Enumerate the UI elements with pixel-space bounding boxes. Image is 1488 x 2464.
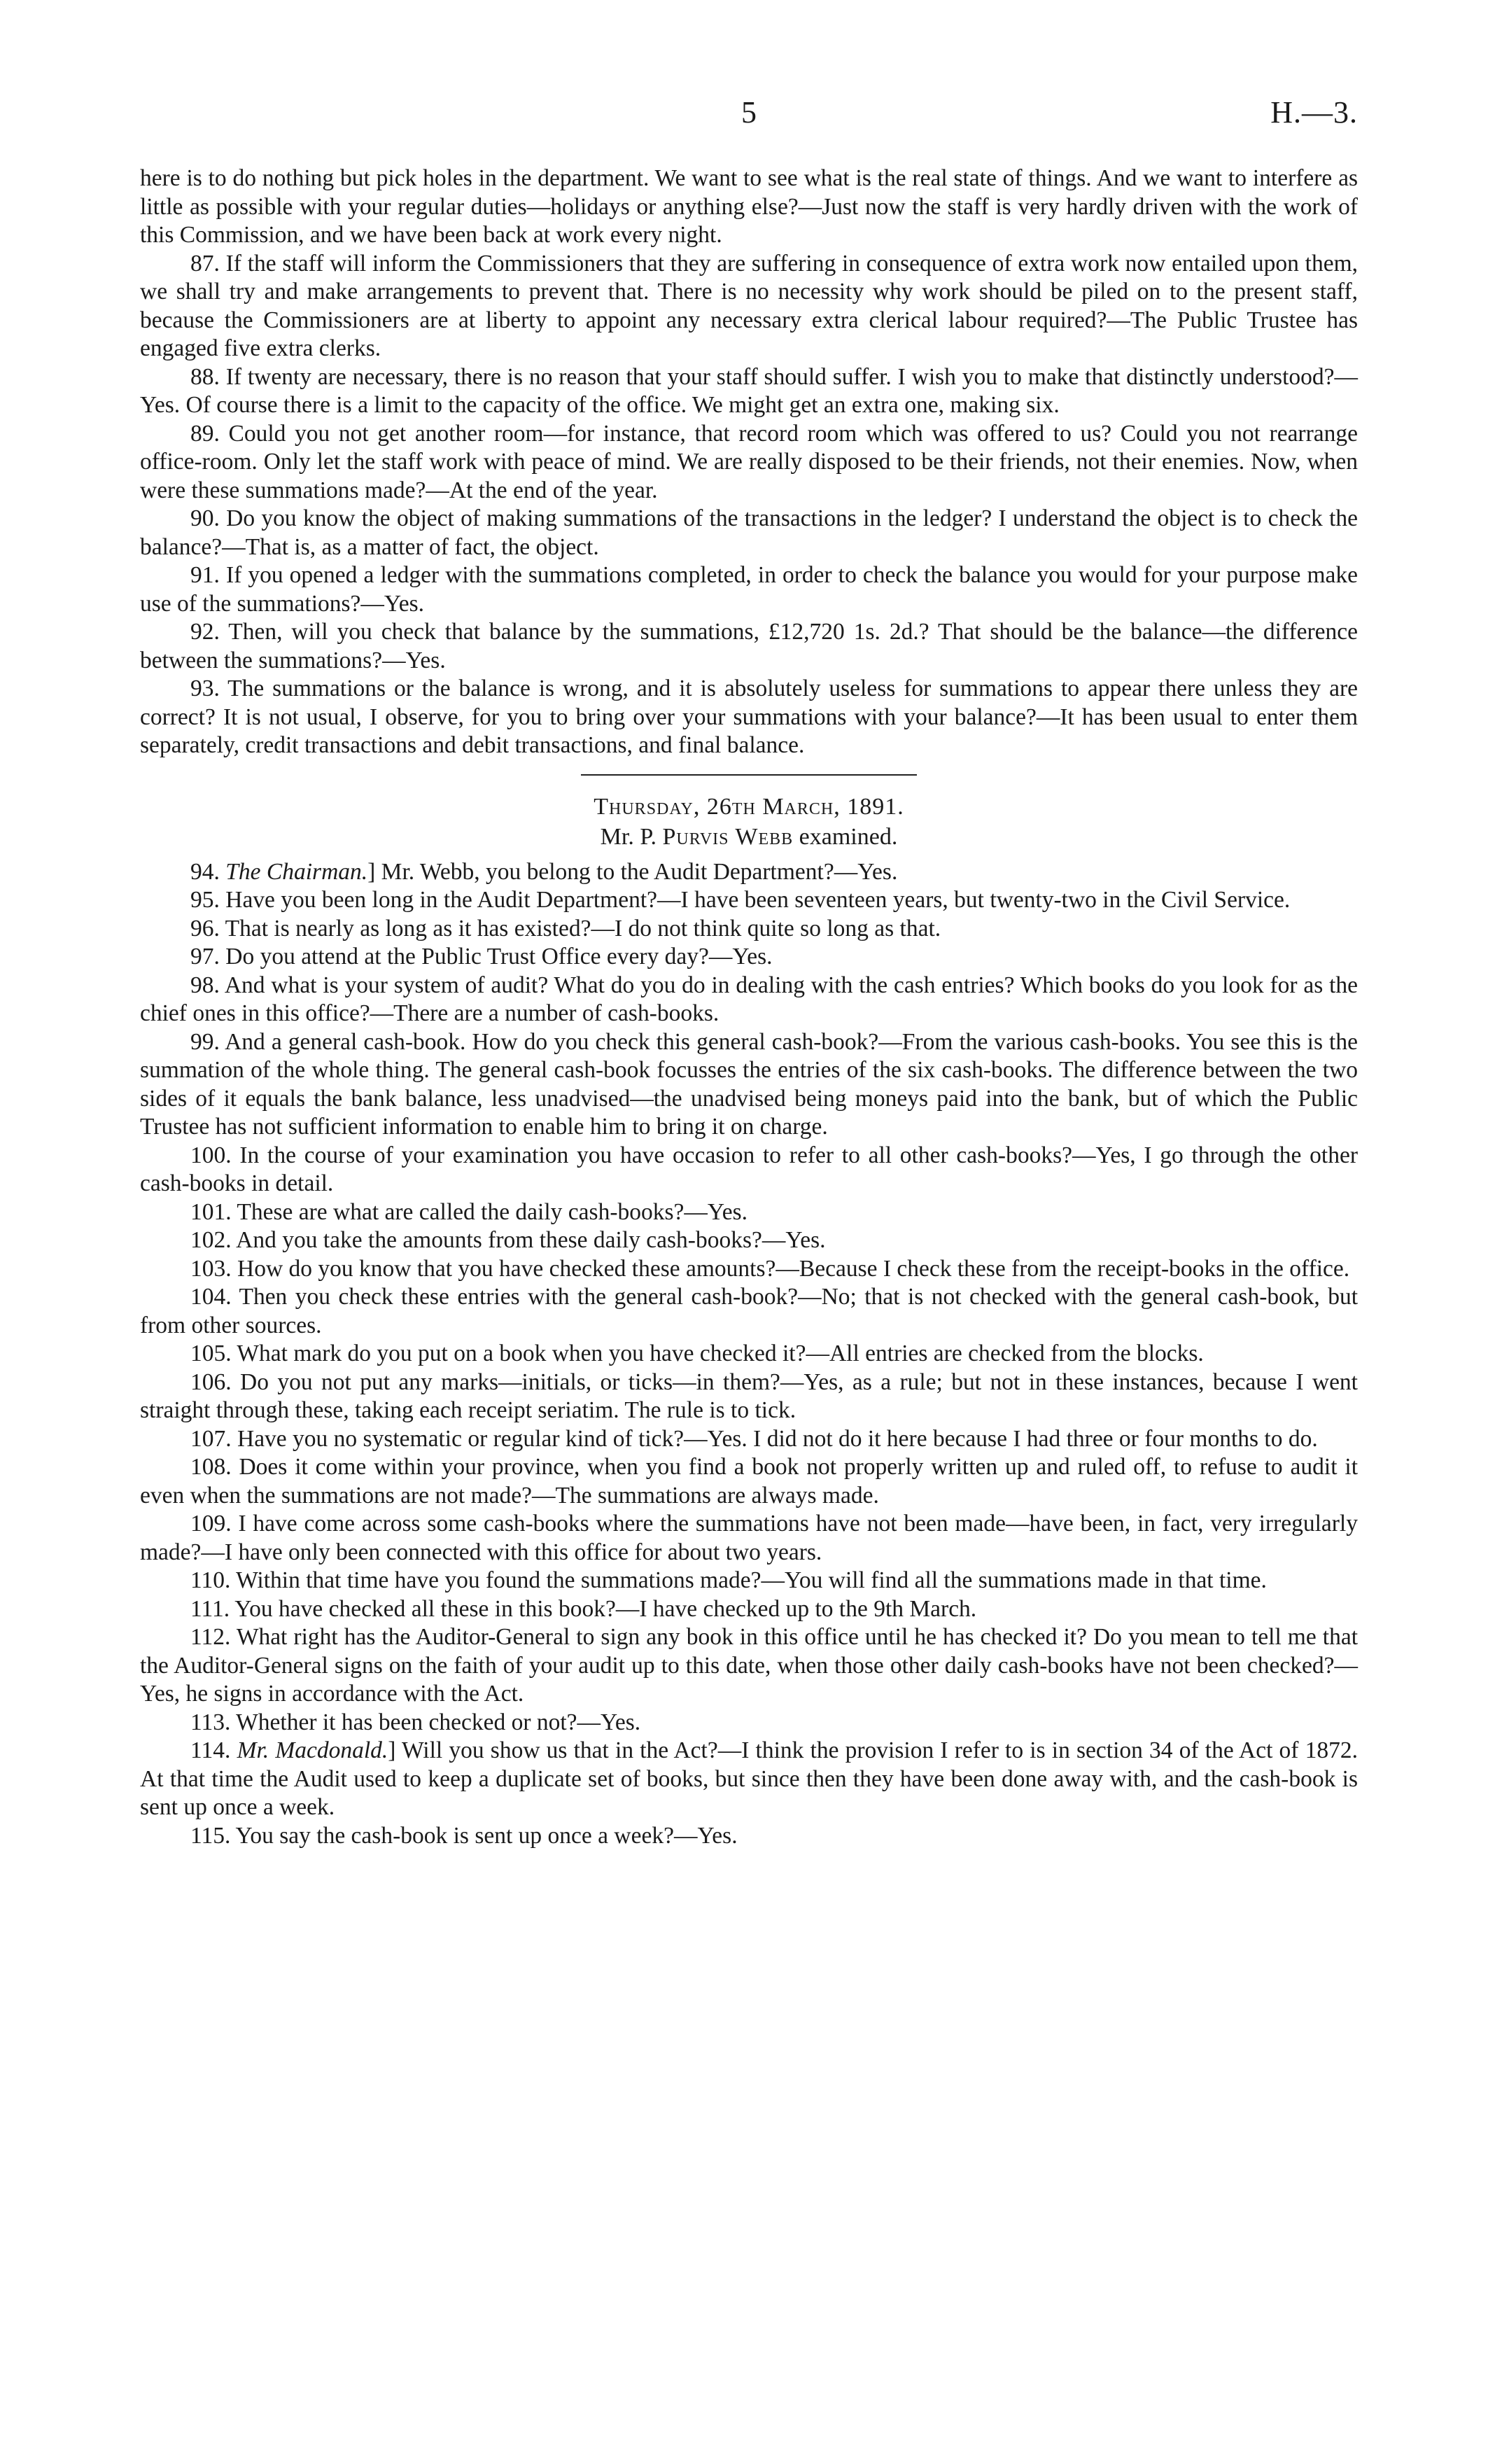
witness-name: Purvis Webb bbox=[662, 823, 794, 850]
paragraph-q94 bbox=[140, 858, 1358, 887]
paragraph-q93: 93. The summations or the balance is wrong, and it is absolutely useless for summations to appear there unless they are correct? It is not usual, I observe, for you to bring over your summations with your balance?—It has been usual to enter them separately, credit transactions and debit transactions, and final balance. bbox=[140, 676, 1358, 758]
question-text: ] Will you show us that in the Act?—I think the provision I refer to is in section 34 of the Act of 1872. At that time the Audit used to keep a duplicate set of books, but since then they have been done away with, and the cash-book is sent up once a week. bbox=[140, 1737, 1359, 1820]
paragraph-q102: 102. And you take the amounts from these daily cash-books?—Yes. bbox=[190, 1227, 826, 1253]
paragraph-q104: 104. Then you check these entries with the general cash-book?—No; that is not checked with the general cash-book, but from other sources. bbox=[140, 1284, 1358, 1338]
paragraph-q88: 88. If twenty are necessary, there is no reason that your staff should suffer. I wish you to make that distinctly understood?—Yes. Of course there is a limit to the capacity of the office. We might get an extra one, making six. bbox=[140, 363, 1358, 418]
paragraph-q100: 100. In the course of your examination you have occasion to refer to all other cash-books?—Yes, I go through the other cash-books in detail. bbox=[140, 1142, 1358, 1196]
paragraph-q112: 112. What right has the Auditor-General to sign any book in this office until he has checked it? Do you mean to tell me that the Auditor-General signs on the faith of your audit up to this date, when those other daily cash-books have not been checked?—Yes, he signs in accordance with the Act. bbox=[140, 1624, 1358, 1707]
witness-heading bbox=[140, 822, 1358, 853]
paragraph-q99: 99. And a general cash-book. How do you check this general cash-book?—From the various cash-books. You see this is the summation of the whole thing. The general cash-book focusses the entries of the six cash-books. The difference between the two sides of it equals the bank balance, less unadvised—the unadvised being moneys paid into the bank, but of which the Public Trustee has not sufficient information to enable him to bring it on charge. bbox=[140, 1028, 1358, 1140]
speaker-name: The Chairman. bbox=[225, 858, 368, 885]
paragraph-q90: 90. Do you know the object of making summations of the transactions in the ledger? I understand the object is to check the balance?—That is, as a matter of fact, the object. bbox=[140, 505, 1358, 560]
paragraph-q114 bbox=[140, 1737, 1358, 1822]
date-heading: Thursday, 26th March, 1891. bbox=[594, 793, 904, 820]
paragraph-q113: 113. Whether it has been checked or not?—Yes. bbox=[190, 1709, 641, 1735]
paragraph-q91: 91. If you opened a ledger with the summations completed, in order to check the balance you would for your purpose make use of the summations?—Yes. bbox=[140, 562, 1358, 617]
document-page bbox=[140, 94, 1358, 1850]
paragraph-q89: 89. Could you not get another room—for instance, that record room which was offered to us? Could you not rearrange office-room. Only let the staff work with peace of mind. We are really disposed to be their friends, not their enemies. Now, when were these summations made?—At the end of the year. bbox=[140, 420, 1358, 503]
question-text: ] Mr. Webb, you belong to the Audit Department?—Yes. bbox=[367, 858, 898, 885]
document-reference: H.—3. bbox=[1270, 95, 1358, 130]
paragraph-q103: 103. How do you know that you have checked these amounts?—Because I check these from the receipt-books in the office. bbox=[190, 1255, 1350, 1282]
paragraph-q96: 96. That is nearly as long as it has existed?—I do not think quite so long as that. bbox=[190, 915, 941, 941]
paragraph-q97: 97. Do you attend at the Public Trust Office every day?—Yes. bbox=[190, 944, 773, 969]
paragraph-q98: 98. And what is your system of audit? What do you do in dealing with the cash entries? Which books do you look for as the chief ones in this office?—There are a number of cash-books. bbox=[140, 972, 1358, 1026]
paragraph-q106: 106. Do you not put any marks—initials, or ticks—in them?—Yes, as a rule; but not in these instances, because I went straight through these, taking each receipt seriatim. The rule is to tick. bbox=[140, 1368, 1358, 1423]
paragraph-q109: 109. I have come across some cash-books where the summations have not been made—have been, in fact, very irregularly made?—I have only been connected with this office for about two years. bbox=[140, 1511, 1358, 1565]
page-header bbox=[140, 94, 1358, 136]
section-divider bbox=[581, 774, 917, 776]
witness-suffix: examined. bbox=[793, 823, 898, 850]
paragraph-q105: 105. What mark do you put on a book when you have checked it?—All entries are checked from the blocks. bbox=[190, 1340, 1204, 1366]
paragraph-q110: 110. Within that time have you found the summations made?—You will find all the summations made in that time. bbox=[190, 1567, 1267, 1593]
witness-prefix: Mr. P. bbox=[600, 823, 663, 850]
question-number: 114. bbox=[190, 1737, 231, 1763]
paragraph-q108: 108. Does it come within your province, when you find a book not properly written up and ruled off, to refuse to audit it even when the summations are not made?—The summations are always made. bbox=[140, 1454, 1358, 1508]
page-number: 5 bbox=[741, 95, 757, 130]
paragraph-q92: 92. Then, will you check that balance by the summations, £12,720 1s. 2d.? That should be the balance—the difference between the summations?—Yes. bbox=[140, 619, 1358, 673]
paragraph-continuation: here is to do nothing but pick holes in the department. We want to see what is the real state of things. And we want to interfere as little as possible with your regular duties—holidays or anything else?—Just now the staff is very hardly driven with the work of this Commission, and we have been back at work every night. bbox=[140, 165, 1358, 248]
paragraph-q115: 115. You say the cash-book is sent up once a week?—Yes. bbox=[190, 1822, 738, 1849]
speaker-name: Mr. Macdonald. bbox=[237, 1737, 388, 1763]
paragraph-q111: 111. You have checked all these in this book?—I have checked up to the 9th March. bbox=[190, 1595, 977, 1622]
paragraph-q87: 87. If the staff will inform the Commissioners that they are suffering in consequence of extra work now entailed upon them, we shall try and make arrangements to prevent that. There is no necessity why work should be piled on to the present staff, because the Commissioners are at liberty to appoint any necessary extra clerical labour required?—The Public Trustee has engaged five extra clerks. bbox=[140, 250, 1358, 361]
question-number: 94. bbox=[190, 858, 220, 885]
paragraph-q107: 107. Have you no systematic or regular kind of tick?—Yes. I did not do it here because I had three or four months to do. bbox=[190, 1425, 1318, 1452]
body-text bbox=[140, 164, 1358, 1850]
paragraph-q95: 95. Have you been long in the Audit Department?—I have been seventeen years, but twenty-two in the Civil Service. bbox=[190, 887, 1291, 913]
paragraph-q101: 101. These are what are called the daily cash-books?—Yes. bbox=[190, 1198, 748, 1225]
